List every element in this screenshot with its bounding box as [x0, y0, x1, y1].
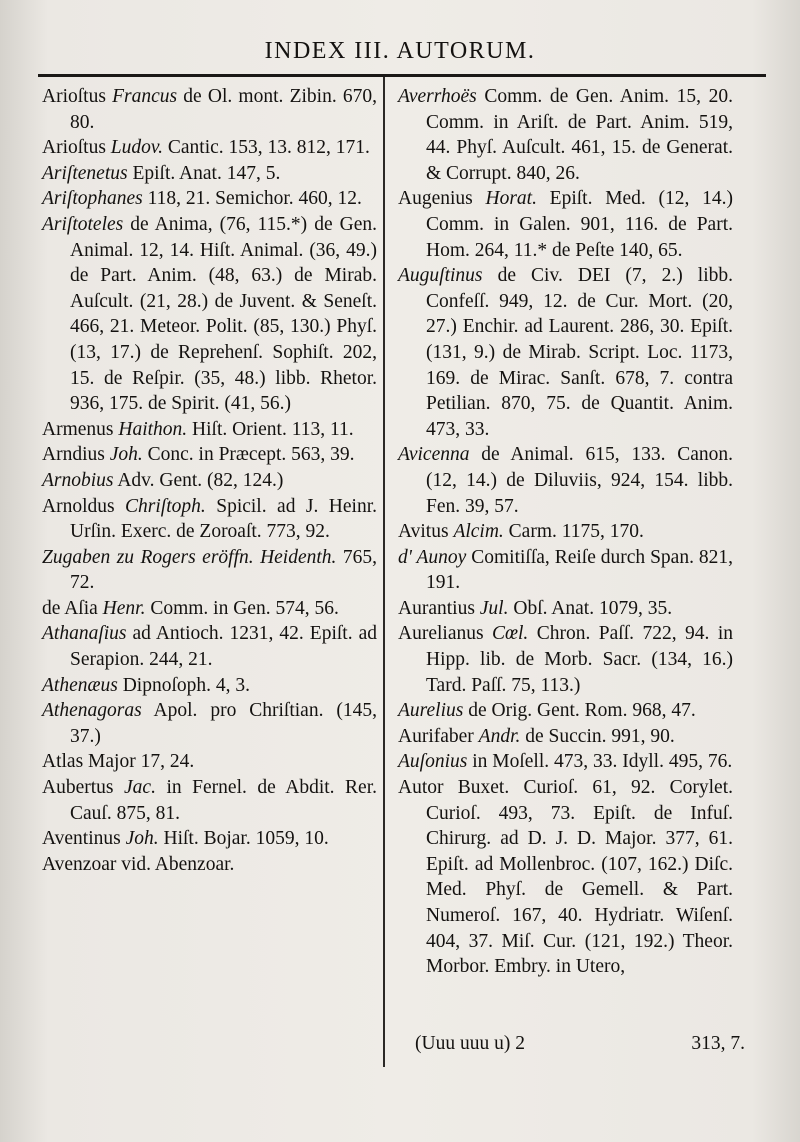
- index-entry: [398, 263, 733, 442]
- entry-given-name: Francus: [112, 86, 178, 107]
- entry-given-name: Athanaſius: [42, 623, 127, 645]
- entry-given-name: Haithon.: [118, 418, 188, 440]
- page-title: INDEX III. AUTORUM.: [264, 38, 536, 64]
- entry-name: Arioſtus: [42, 86, 106, 107]
- column-divider: [383, 77, 385, 1067]
- index-entry: [398, 186, 733, 263]
- entry-references: Carm. 1175, 170.: [503, 521, 644, 543]
- entry-name: Aurifaber: [398, 725, 474, 747]
- entry-references: Dipnoſoph. 4, 3.: [117, 674, 251, 696]
- entry-name: Aventinus: [42, 828, 121, 850]
- entry-references: Chron. Paſſ. 722, 94. in Hipp. lib. de Morb. Sacr. (134, 16.) Tard. Paſſ. 75, 113.): [426, 623, 733, 696]
- entry-name: Arndius: [42, 444, 105, 466]
- index-entry: [42, 161, 377, 187]
- signature-mark: (Uuu uuu u) 2: [415, 1033, 525, 1054]
- entry-references: 17, 24.: [135, 751, 195, 773]
- entry-references: Cantic. 153, 13. 812, 171.: [162, 137, 370, 159]
- entry-references: de Anima, (76, 115.*) de Gen. Animal. 12, 14. Hiſt. Animal. (36, 49.) de Part. Anim. (48, 63.) de Mirab. Auſcult. (21, 28.) de Juvent. & Seneſt. 466, 21. Meteor. Polit. (85, 130.) Phyſ. (13, 17.) de Reprehenſ. Sophiſt. 202, 15. de Reſpir. (35, 48.) libb. Rhetor. 936, 175. de Spirit. (41, 56.): [70, 213, 377, 415]
- entry-references: Comm. de Gen. Anim. 15, 20. Comm. in Ariſt. de Part. Anim. 519, 44. Phyſ. Auſcult. 461, 15. de Generat. & Corrupt. 840, 26.: [426, 86, 733, 184]
- right-column: [398, 84, 733, 980]
- entry-references: Comitiſſa, Reiſe durch Span. 821, 191.: [426, 546, 734, 594]
- index-entry: [398, 519, 733, 545]
- entry-references: de Animal. 615, 133. Canon. (12, 14.) de Diluviis, 924, 154. libb. Fen. 39, 57.: [426, 444, 733, 517]
- index-entry: [398, 621, 733, 698]
- entry-given-name: Joh.: [109, 444, 143, 466]
- entry-given-name: Arnobius: [42, 469, 114, 491]
- entry-given-name: Andr.: [478, 725, 521, 747]
- entry-given-name: Cœl.: [492, 623, 529, 645]
- entry-references: in Moſell. 473, 33. Idyll. 495, 76.: [467, 751, 733, 773]
- index-entry: [398, 749, 733, 775]
- entry-given-name: d' Aunoy: [398, 546, 467, 568]
- index-entry: [398, 775, 733, 980]
- entry-given-name: Avicenna: [398, 444, 470, 466]
- entry-references: de Orig. Gent. Rom. 968, 47.: [463, 700, 696, 722]
- entry-references: Obſ. Anat. 1079, 35.: [508, 597, 673, 619]
- index-entry: [42, 775, 377, 826]
- entry-name: Atlas Major: [42, 751, 136, 773]
- index-entry: [42, 596, 377, 622]
- entry-given-name: Ludov.: [110, 137, 163, 159]
- entry-references: Epiſt. Anat. 147, 5.: [127, 162, 281, 184]
- entry-references: de Civ. DEI (7, 2.) libb. Confeſſ. 949, 12. de Cur. Mort. (20, 27.) Enchir. ad Laurent. 286, 30. Epiſt. (131, 9.) de Mirab. Script. Loc. 1173, 169. de Mirac. Sanſt. 678, 7. contra Petilian. 870, 75. de Quantit. Anim. 473, 33.: [426, 265, 733, 440]
- entry-name: Autor Buxet.: [398, 777, 510, 799]
- entry-name: Aurantius: [398, 597, 475, 619]
- entry-name: Aubertus: [42, 777, 114, 799]
- entry-given-name: Jac.: [124, 777, 156, 799]
- entry-references: de Ol. mont. Zibin. 670, 80.: [70, 86, 377, 133]
- entry-given-name: Chriſtoph.: [125, 495, 206, 517]
- index-entry: [42, 442, 377, 468]
- index-entry: [42, 212, 377, 417]
- entry-references: 765, 72.: [70, 546, 378, 594]
- index-entry: [42, 135, 377, 161]
- index-entry: [42, 186, 377, 212]
- entry-given-name: Auſonius: [398, 751, 468, 773]
- index-entry: [42, 494, 377, 545]
- entry-given-name: Zugaben zu Rogers eröffn. Heidenth.: [42, 546, 337, 568]
- entry-references: 118, 21. Semichor. 460, 12.: [142, 188, 362, 210]
- index-entry: [398, 596, 733, 622]
- entry-given-name: Ariſtenetus: [42, 162, 128, 184]
- entry-name: Aurelianus: [398, 623, 484, 645]
- entry-references: Spicil. ad J. Heinr. Urſin. Exerc. de Zoroaſt. 773, 92.: [70, 495, 378, 543]
- entry-name: Augenius: [398, 188, 473, 210]
- entry-given-name: Henr.: [102, 597, 146, 619]
- index-entry: [42, 545, 377, 596]
- entry-name: Arioſtus: [42, 137, 106, 159]
- entry-name: Avenzoar vid. Abenzoar.: [42, 853, 235, 875]
- entry-given-name: Alcim.: [453, 521, 504, 543]
- index-entry: [42, 468, 377, 494]
- entry-references: Hiſt. Orient. 113, 11.: [187, 418, 354, 440]
- entry-references: Epiſt. Med. (12, 14.) Comm. in Galen. 901, 116. de Part. Hom. 264, 11.* de Peſte 140, 65.: [426, 188, 733, 261]
- entry-references: Apol. pro Chriſtian. (145, 37.): [70, 700, 377, 747]
- header-rule: [38, 74, 766, 77]
- entry-name: Arnoldus: [42, 495, 115, 517]
- entry-given-name: Aurelius: [398, 700, 464, 722]
- entry-given-name: Athenagoras: [42, 700, 142, 722]
- index-entry: [42, 673, 377, 699]
- index-entry: [42, 417, 377, 443]
- entry-references: Conc. in Præcept. 563, 39.: [142, 444, 355, 466]
- entry-given-name: Ariſtophanes: [42, 188, 143, 210]
- index-entry: [42, 698, 377, 749]
- index-entry: [42, 852, 377, 878]
- entry-references: de Succin. 991, 90.: [520, 725, 675, 747]
- index-entry: [398, 84, 733, 186]
- entry-given-name: Athenæus: [42, 674, 118, 696]
- index-entry: [398, 698, 733, 724]
- left-column: [42, 84, 377, 877]
- entry-given-name: Averrhoës: [398, 86, 477, 107]
- entry-given-name: Horat.: [485, 188, 537, 210]
- page-footer: [415, 1033, 745, 1055]
- entry-references: ad Antioch. 1231, 42. Epiſt. ad Serapion. 244, 21.: [70, 623, 377, 671]
- entry-references: Hiſt. Bojar. 1059, 10.: [158, 828, 329, 850]
- entry-given-name: Jul.: [479, 597, 509, 619]
- entry-given-name: Auguſtinus: [398, 265, 483, 287]
- entry-name: Armenus: [42, 418, 114, 440]
- index-entry: [42, 621, 377, 672]
- entry-given-name: Ariſtoteles: [42, 213, 124, 235]
- index-entry: [398, 724, 733, 750]
- entry-given-name: Joh.: [125, 828, 159, 850]
- index-entry: [398, 442, 733, 519]
- entry-references: Adv. Gent. (82, 124.): [113, 469, 284, 491]
- entry-references: in Fernel. de Abdit. Rer. Cauſ. 875, 81.: [70, 777, 378, 824]
- entry-references: Curioſ. 61, 92. Corylet. Curioſ. 493, 73. Epiſt. de Infuſ. Chirurg. ad D. J. D. Major. 377, 61. Epiſt. ad Mollenbroc. (107, 162.) Diſc. Med. Phyſ. de Gemell. & Part. Numeroſ. 167, 40. Hydriatr. Wiſenſ. 404, 37. Miſ. Cur. (121, 192.) Theor. Morbor. Embry. in Utero,: [426, 777, 734, 978]
- entry-references: Comm. in Gen. 574, 56.: [145, 597, 339, 619]
- index-entry: [398, 545, 733, 596]
- entry-name: Avitus: [398, 521, 449, 543]
- catchword: 313, 7.: [691, 1033, 745, 1054]
- index-entry: [42, 84, 377, 135]
- entry-name: de Aſia: [42, 597, 98, 619]
- index-entry: [42, 749, 377, 775]
- index-entry: [42, 826, 377, 852]
